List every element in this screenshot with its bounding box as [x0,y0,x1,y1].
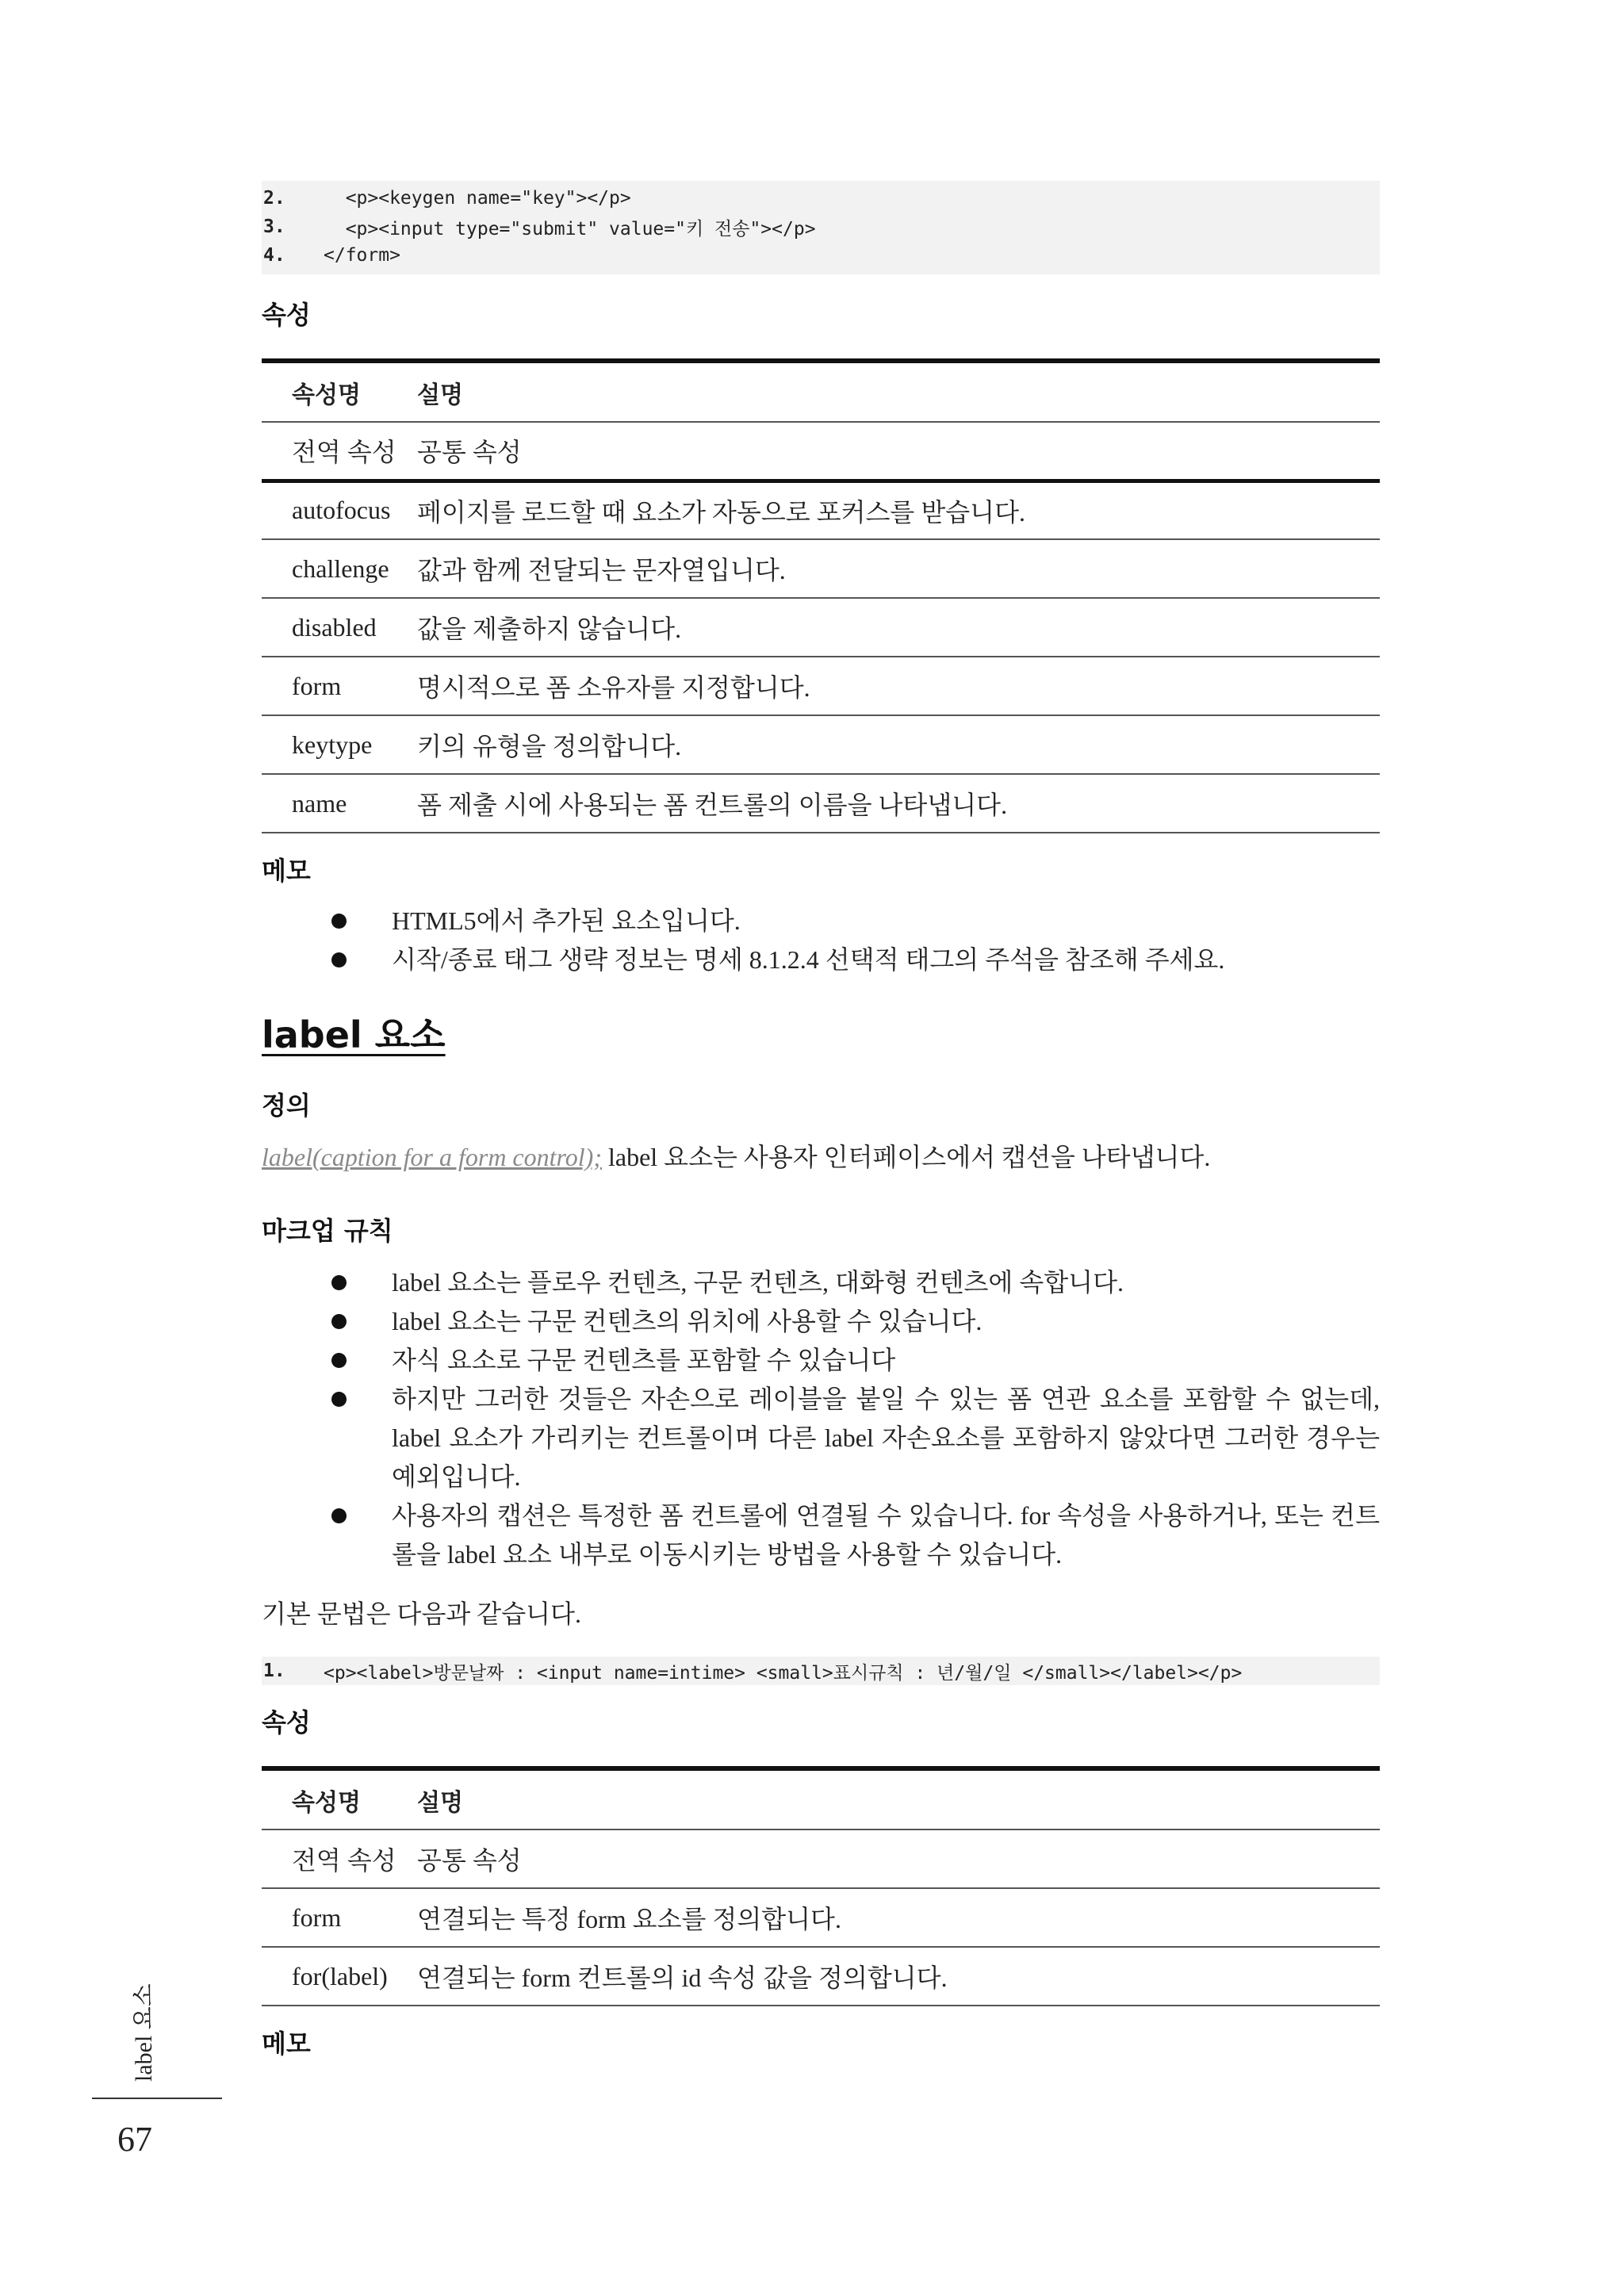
list-item [262,1302,1380,1341]
list-item-text: HTML5에서 추가된 요소입니다. [392,906,741,935]
attr-name: 전역 속성 [262,1829,417,1888]
section-heading-memo: 메모 [262,2029,311,2059]
header-attr-name: 속성명 [262,1771,417,1829]
list-item [262,1496,1380,1574]
table-row [262,774,1380,833]
bullet-icon [331,1353,347,1368]
attr-name: challenge [262,539,417,598]
sidebar-section-label: label 요소 [131,1983,157,2082]
table-row [262,539,1380,598]
attr-name: form [262,657,417,715]
list-item-text: 시작/종료 태그 생략 정보는 명세 8.1.2.4 선택적 태그의 주석을 참조해 주세요. [392,945,1225,974]
bullet-icon [331,1275,347,1290]
header-attr-name: 속성명 [262,363,417,422]
list-item [262,1341,1380,1380]
section-heading-attributes: 속성 [262,300,311,330]
markup-rules-list [262,1263,1380,1574]
basic-syntax-text: 기본 문법은 다음과 같습니다. [262,1600,581,1628]
memo-list [262,902,1380,979]
attr-description: 페이지를 로드할 때 요소가 자동으로 포커스를 받습니다. [417,481,1380,539]
code-block [262,1657,1380,1685]
attr-name: autofocus [262,481,417,539]
section-heading-memo: 메모 [262,856,311,886]
table-row [262,481,1380,539]
attr-name: form [262,1888,417,1947]
table-row [262,1829,1380,1888]
attr-description: 폼 제출 시에 사용되는 폼 컨트롤의 이름을 나타냅니다. [417,774,1380,833]
attr-name: disabled [262,598,417,657]
attr-description: 값과 함께 전달되는 문자열입니다. [417,539,1380,598]
line-number: 3. [263,216,285,237]
code-text: <p><input type="submit" value="키 전송"></p> [324,218,816,239]
line-number: 2. [263,188,285,209]
attr-name: 전역 속성 [262,422,417,481]
code-line [262,1657,1380,1685]
header-description: 설명 [417,363,1380,422]
attr-description: 공통 속성 [417,1829,1380,1888]
table-row [262,657,1380,715]
section-heading-attributes: 속성 [262,1707,311,1738]
code-text: <p><keygen name="key"></p> [324,188,631,209]
attr-name: name [262,774,417,833]
list-item [262,1380,1380,1496]
list-item [262,902,1380,941]
list-item-text: label 요소는 구문 컨텐츠의 위치에 사용할 수 있습니다. [392,1307,982,1335]
attr-description: 연결되는 특정 form 요소를 정의합니다. [417,1888,1380,1947]
definition-text: label 요소는 사용자 인터페이스에서 캡션을 나타냅니다. [601,1143,1211,1171]
list-item [262,941,1380,979]
definition-paragraph [262,1138,1380,1176]
attr-description: 연결되는 form 컨트롤의 id 속성 값을 정의합니다. [417,1947,1380,2006]
code-line [262,241,1380,270]
attr-name: keytype [262,715,417,774]
table-row [262,1888,1380,1947]
code-line [262,213,1380,241]
table-row [262,422,1380,481]
table-row [262,1947,1380,2006]
attr-name: for(label) [262,1947,417,2006]
list-item [262,1263,1380,1302]
code-text: <p><label>방문날짜 : <input name=intime> <small>표시규칙 : 년/월/일 </small></label></p> [324,1662,1243,1684]
definition-term: label(caption for a form control); [262,1143,602,1171]
header-description: 설명 [417,1771,1380,1829]
table-row [262,715,1380,774]
page-content [262,181,1380,2060]
line-number: 1. [263,1661,285,1681]
table-header-row [262,363,1380,422]
attributes-table [262,1771,1380,2006]
list-item-text: 하지만 그러한 것들은 자손으로 레이블을 붙일 수 있는 폼 연관 요소를 포함할 수 없는데, label 요소가 가리키는 컨트롤이며 다른 label 자손요소를 포함하지 않았다면 그러한 경우는 예외입니다. [392,1385,1380,1491]
bullet-icon [331,1508,347,1523]
bullet-icon [331,914,347,929]
attr-description: 값을 제출하지 않습니다. [417,598,1380,657]
table-header-row [262,1771,1380,1829]
section-title-label-element: label 요소 [262,1013,446,1056]
code-block [262,181,1380,274]
line-number: 4. [263,245,285,266]
attributes-table [262,363,1380,833]
bullet-icon [331,1314,347,1329]
section-heading-markup-rules: 마크업 규칙 [262,1216,393,1246]
list-item-text: 자식 요소로 구문 컨텐츠를 포함할 수 있습니다 [392,1346,896,1374]
list-item-text: label 요소는 플로우 컨텐츠, 구문 컨텐츠, 대화형 컨텐츠에 속합니다. [392,1268,1124,1297]
code-line [262,184,1380,213]
bullet-icon [331,952,347,967]
table-row [262,598,1380,657]
page-number: 67 [117,2120,152,2159]
bullet-icon [331,1392,347,1407]
section-heading-definition: 정의 [262,1090,311,1121]
sidebar-divider [92,2098,222,2099]
list-item-text: 사용자의 캡션은 특정한 폼 컨트롤에 연결될 수 있습니다. for 속성을 사용하거나, 또는 컨트롤을 label 요소 내부로 이동시키는 방법을 사용할 수 있습니다. [392,1501,1380,1569]
attr-description: 공통 속성 [417,422,1380,481]
attr-description: 명시적으로 폼 소유자를 지정합니다. [417,657,1380,715]
attr-description: 키의 유형을 정의합니다. [417,715,1380,774]
code-text: </form> [324,245,400,266]
